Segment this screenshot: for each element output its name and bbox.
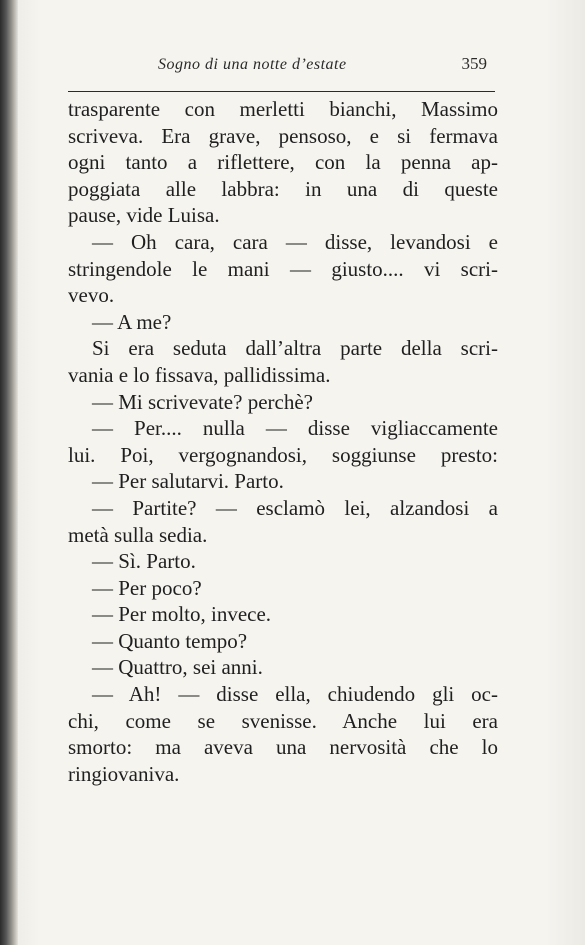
text-line: — Quattro, sei anni. <box>92 655 263 680</box>
text-line: — Partite? — esclamò lei, alzandosi a <box>92 495 498 520</box>
text-line: — Per salutarvi. Parto. <box>92 469 284 494</box>
text-line: Si era seduta dall’altra parte della scri- <box>92 336 498 361</box>
text-line: — Mi scrivevate? perchè? <box>92 389 313 414</box>
page-number: 359 <box>461 54 487 73</box>
text-line: — Ah! — disse ella, chiudendo gli oc- <box>92 682 498 707</box>
text-line: vania e lo fissava, pallidissima. <box>68 362 331 387</box>
text-line: lui. Poi, vergognandosi, soggiunse presto: <box>68 442 498 467</box>
text-line: — Per molto, invece. <box>92 602 272 627</box>
text-line: stringendole le mani — giusto.... vi scri- <box>68 256 498 281</box>
text-line: — Per.... nulla — disse vigliaccamente <box>92 416 498 441</box>
text-line: vevo. <box>68 283 115 308</box>
text-line: metà sulla sedia. <box>68 522 208 547</box>
text-line: ogni tanto a riflettere, con la penna ap- <box>68 150 498 175</box>
text-line: — Per poco? <box>92 575 202 600</box>
text-line: poggiata alle labbra: in una di queste <box>68 176 498 201</box>
body-text <box>68 96 498 787</box>
running-title: Sogno di una notte d’estate <box>158 56 347 73</box>
text-line: smorto: ma aveva una nervosità che lo <box>68 735 498 760</box>
text-line: — Quanto tempo? <box>92 628 248 653</box>
page-header <box>68 52 495 80</box>
text-line: trasparente con merletti bianchi, Massimo <box>68 97 498 121</box>
text-line: — A me? <box>92 309 172 334</box>
header-rule <box>68 91 495 92</box>
text-line: ringiovaniva. <box>68 761 180 786</box>
book-binding-edge <box>0 0 18 945</box>
text-line: scriveva. Era grave, pensoso, e si fermava <box>68 123 498 148</box>
text-line: — Oh cara, cara — disse, levandosi e <box>92 229 498 254</box>
text-line: chi, come se svenisse. Anche lui era <box>68 708 498 733</box>
text-line: — Sì. Parto. <box>92 549 196 574</box>
text-line: pause, vide Luisa. <box>68 203 220 228</box>
